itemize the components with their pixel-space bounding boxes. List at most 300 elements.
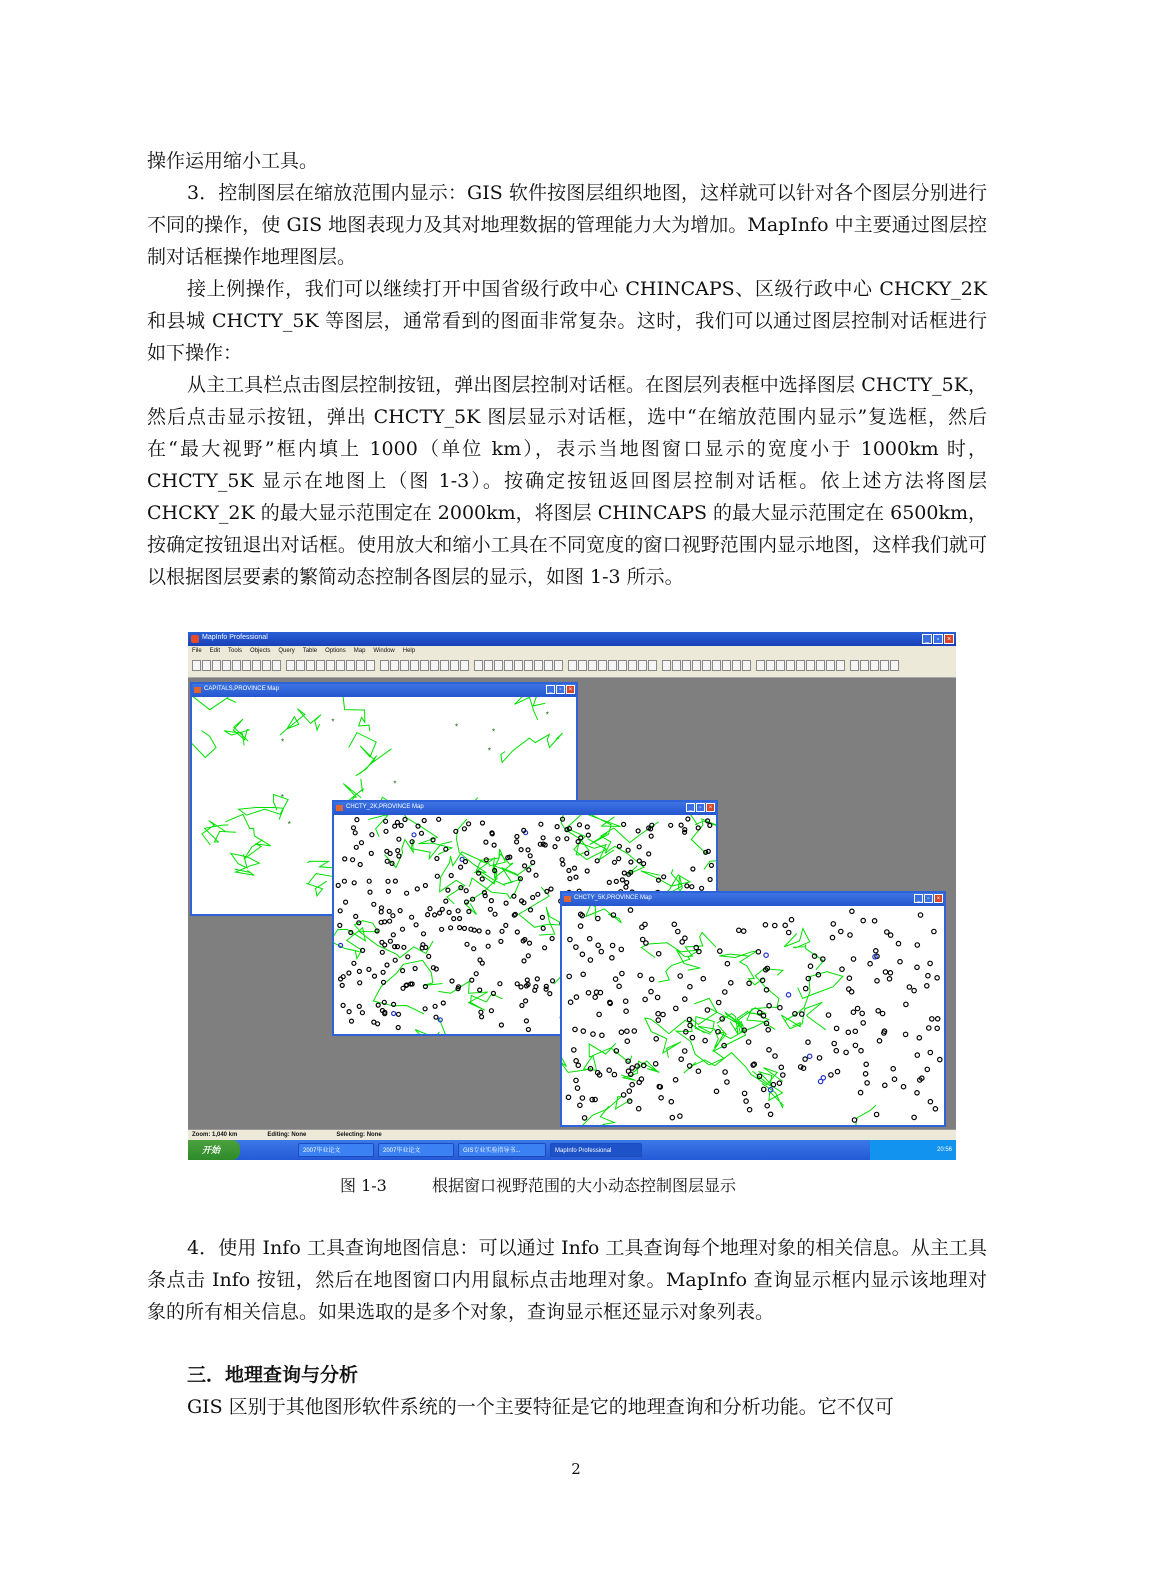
toolbar-button[interactable] (796, 660, 805, 671)
city-point (484, 840, 488, 844)
city-point (358, 981, 362, 985)
city-point (344, 900, 348, 904)
toolbar-button[interactable] (682, 660, 691, 671)
toolbar-button[interactable] (400, 660, 409, 671)
taskbar-item[interactable]: GIS专业实验指导书... (458, 1143, 546, 1157)
city-point (860, 1011, 864, 1015)
toolbar-button[interactable] (628, 660, 637, 671)
city-point (522, 959, 526, 963)
city-point (478, 988, 482, 992)
map-window-chcty-5k[interactable] (560, 891, 946, 1127)
city-point (369, 851, 373, 855)
toolbar-button[interactable] (568, 660, 577, 671)
city-point (499, 939, 503, 943)
city-point (661, 1012, 665, 1016)
toolbar-button[interactable] (618, 660, 627, 671)
toolbar-button[interactable] (252, 660, 261, 671)
city-point (548, 992, 552, 996)
toolbar-button[interactable] (890, 660, 899, 671)
caption-number: 图 1-3 (340, 1176, 387, 1195)
toolbar-button[interactable] (380, 660, 389, 671)
capital-star: * (487, 746, 491, 756)
toolbar-button[interactable] (662, 660, 671, 671)
menu-map[interactable]: Map (353, 648, 366, 654)
city-point (406, 955, 410, 959)
city-point (452, 917, 456, 921)
close-icon[interactable]: × (566, 685, 575, 694)
city-point (444, 847, 448, 851)
close-icon[interactable]: × (944, 634, 954, 644)
toolbar-button[interactable] (608, 660, 617, 671)
text-block-2 (147, 1232, 987, 1328)
city-point (493, 912, 497, 916)
city-point (414, 923, 418, 927)
minimize-icon[interactable]: _ (686, 803, 695, 812)
city-point (778, 1006, 782, 1010)
toolbar-button[interactable] (826, 660, 835, 671)
city-point (512, 913, 516, 917)
city-point (670, 1115, 674, 1119)
city-point (519, 848, 523, 852)
restore-icon[interactable]: ▫ (696, 803, 705, 812)
city-point (773, 1054, 777, 1058)
city-point (783, 923, 787, 927)
city-point (488, 907, 492, 911)
city-point (679, 1057, 683, 1061)
map-icon (194, 687, 201, 693)
city-point (672, 922, 676, 926)
city-point (725, 962, 729, 966)
city-point (381, 970, 385, 974)
toolbar-button[interactable] (202, 660, 211, 671)
province-boundary (280, 709, 321, 735)
map-icon (336, 805, 343, 811)
city-point (351, 858, 355, 862)
toolbar-button[interactable] (484, 660, 493, 671)
city-point (619, 1030, 623, 1034)
toolbar-button[interactable] (742, 660, 751, 671)
city-point (850, 909, 854, 913)
toolbar-button[interactable] (816, 660, 825, 671)
city-point (573, 1027, 577, 1031)
city-point (393, 879, 397, 883)
city-point (380, 906, 384, 910)
toolbar-button[interactable] (286, 660, 295, 671)
status-selecting[interactable]: Selecting: None (336, 1132, 382, 1138)
city-point (462, 827, 466, 831)
city-point (925, 1067, 929, 1071)
city-point (551, 979, 555, 983)
city-point (763, 923, 767, 927)
city-point (858, 1090, 862, 1094)
city-point (336, 883, 340, 887)
city-point (385, 963, 389, 967)
city-point (888, 971, 892, 975)
province-boundary (719, 951, 764, 985)
city-point (458, 926, 462, 930)
city-point (486, 930, 490, 934)
city-point (696, 826, 700, 830)
status-editing[interactable]: Editing: None (267, 1132, 307, 1138)
toolbar-button[interactable] (504, 660, 513, 671)
city-point (480, 877, 484, 881)
city-point (343, 857, 347, 861)
city-point (746, 1040, 750, 1044)
city-point (716, 1030, 720, 1034)
minimize-icon[interactable]: _ (546, 685, 555, 694)
city-point (540, 915, 544, 919)
city-point (386, 879, 390, 883)
city-point (515, 835, 519, 839)
province-boundary (224, 719, 250, 746)
city-point (617, 984, 621, 988)
city-point (708, 823, 712, 827)
city-point (535, 977, 539, 981)
toolbar-button[interactable] (514, 660, 523, 671)
city-point (622, 822, 626, 826)
city-point (834, 1026, 838, 1030)
city-point (708, 878, 712, 882)
city-point (872, 919, 876, 923)
toolbar-button[interactable] (316, 660, 325, 671)
menu-objects[interactable]: Objects (250, 648, 271, 654)
toolbar-button[interactable] (672, 660, 681, 671)
capital-star: * (280, 792, 284, 802)
city-point (449, 926, 453, 930)
city-point (625, 1029, 629, 1033)
city-point (654, 1037, 658, 1041)
city-point (388, 939, 392, 943)
toolbar-button[interactable] (524, 660, 533, 671)
city-point (676, 929, 680, 933)
city-point (433, 913, 437, 917)
city-point (593, 995, 597, 999)
city-point (478, 958, 482, 962)
city-point (435, 857, 439, 861)
toolbar-button[interactable] (722, 660, 731, 671)
menu-table[interactable]: Table (302, 648, 318, 654)
city-point (574, 875, 578, 879)
menu-help[interactable]: Help (402, 648, 416, 654)
city-point (936, 1017, 940, 1021)
city-point (588, 937, 592, 941)
city-point (397, 837, 401, 841)
city-point (428, 907, 432, 911)
city-point (357, 1004, 361, 1008)
city-point (560, 858, 564, 862)
toolbar-button[interactable] (836, 660, 845, 671)
city-point (526, 848, 530, 852)
mapinfo-icon (191, 635, 199, 643)
toolbar-button[interactable] (440, 660, 449, 671)
city-point (883, 970, 887, 974)
toolbar-button[interactable] (494, 660, 503, 671)
map-window-title: CHCTY_2K,PROVINCE Map (346, 804, 424, 810)
city-point (656, 1018, 660, 1022)
toolbar-button[interactable] (756, 660, 765, 671)
toolbar-button[interactable] (544, 660, 553, 671)
toolbar-button[interactable] (702, 660, 711, 671)
city-point (938, 1057, 942, 1061)
city-point (524, 999, 528, 1003)
city-point (835, 1069, 839, 1073)
toolbar-button[interactable] (242, 660, 251, 671)
toolbar-button[interactable] (192, 660, 201, 671)
city-point (372, 902, 376, 906)
city-point (352, 826, 356, 830)
city-point (489, 1009, 493, 1013)
city-point (925, 984, 929, 988)
toolbar-button[interactable] (712, 660, 721, 671)
paragraph-steps: 从主工具栏点击图层控制按钮，弹出图层控制对话框。在图层列表框中选择图层 CHCTY_5K，然后点击显示按钮，弹出 CHCTY_5K 图层显示对话框，选中“在缩放范围内显示”复选框，然后在“最大视野”框内填上 1000（单位 km），表示当地图窗口显示的宽度小于 1000km 时，CHCTY_5K 显示在地图上（图 1-3）。按确定按钮返回图层控制对话框。依上述方法将图层 CHCKY_2K 的最大显示范围定在 2000km，将图层 CHINCAPS 的最大显示范围定在 6500km，按确定按钮退出对话框。使用放大和缩小工具在不同宽度的窗口视野范围内显示地图，这样我们就可以根据图层要素的繁简动态控制各图层的显示，如图 1-3 所示。 (147, 374, 987, 588)
toolbar-button[interactable] (212, 660, 221, 671)
province-boundary (589, 1106, 614, 1125)
minimize-icon[interactable]: _ (922, 634, 932, 644)
city-point (342, 879, 346, 883)
city-point (674, 1006, 678, 1010)
city-point (625, 1039, 629, 1043)
city-point (499, 1023, 503, 1027)
toolbar-button[interactable] (356, 660, 365, 671)
city-point (481, 821, 485, 825)
toolbar-button[interactable] (222, 660, 231, 671)
city-point (781, 1073, 785, 1077)
city-point (624, 999, 628, 1003)
toolbar-button[interactable] (598, 660, 607, 671)
city-point (737, 928, 741, 932)
city-point (649, 834, 653, 838)
menu-file[interactable]: File (192, 648, 202, 654)
city-point (574, 995, 578, 999)
city-point (585, 851, 589, 855)
city-point (539, 822, 543, 826)
start-button[interactable]: 开始 (188, 1140, 240, 1160)
city-point (446, 888, 450, 892)
menu-query[interactable]: Query (278, 648, 295, 654)
toolbar-button[interactable] (430, 660, 439, 671)
city-point (561, 862, 565, 866)
province-boundary (567, 815, 621, 845)
city-point (574, 1059, 578, 1063)
city-point (387, 909, 391, 913)
city-point (876, 1009, 880, 1013)
toolbar-button[interactable] (306, 660, 315, 671)
city-point (395, 820, 399, 824)
city-point (659, 1096, 663, 1100)
toolbar-button[interactable] (534, 660, 543, 671)
city-point (620, 878, 624, 882)
toolbar-button[interactable] (880, 660, 889, 671)
toolbar-button[interactable] (786, 660, 795, 671)
city-point (767, 1048, 771, 1052)
city-point (500, 929, 504, 933)
city-point (595, 859, 599, 863)
city-point (848, 933, 852, 937)
city-point (341, 1003, 345, 1007)
restore-icon[interactable]: ▫ (556, 685, 565, 694)
city-point (613, 977, 617, 981)
city-point (440, 907, 444, 911)
city-point (566, 1095, 570, 1099)
menu-options[interactable]: Options (325, 648, 346, 654)
toolbar-button[interactable] (806, 660, 815, 671)
city-point (581, 1029, 585, 1033)
city-point (718, 949, 722, 953)
city-point (529, 908, 533, 912)
taskbar-item[interactable]: 2007毕业论文 (298, 1143, 374, 1157)
city-point (358, 863, 362, 867)
city-point (565, 837, 569, 841)
city-point (553, 845, 557, 849)
province-boundary (385, 840, 452, 868)
menu-tools[interactable]: Tools (228, 648, 243, 654)
toolbar-button[interactable] (262, 660, 271, 671)
city-point (347, 1010, 351, 1014)
toolbar-button[interactable] (390, 660, 399, 671)
toolbar-button[interactable] (420, 660, 429, 671)
city-point (657, 952, 661, 956)
city-point (632, 1029, 636, 1033)
capital-star: * (287, 819, 291, 829)
city-point (647, 852, 651, 856)
city-point (531, 861, 535, 865)
taskbar-item-active[interactable]: MapInfo Professional (550, 1143, 642, 1157)
toolbar-button[interactable] (870, 660, 879, 671)
city-point (586, 833, 590, 837)
city-point (831, 922, 835, 926)
city-point (449, 874, 453, 878)
city-point (383, 943, 387, 947)
city-point (588, 958, 592, 962)
toolbar-button[interactable] (850, 660, 859, 671)
city-point (391, 933, 395, 937)
toolbar-button[interactable] (648, 660, 657, 671)
city-point (613, 860, 617, 864)
city-point (410, 915, 414, 919)
city-point (637, 845, 641, 849)
city-point (868, 962, 872, 966)
city-point (704, 850, 708, 854)
city-point (635, 1064, 639, 1068)
toolbar-button[interactable] (366, 660, 375, 671)
toolbar-button[interactable] (474, 660, 483, 671)
city-point (401, 927, 405, 931)
city-point (504, 923, 508, 927)
city-point (832, 1041, 836, 1045)
city-point (625, 881, 629, 885)
toolbar-button[interactable] (578, 660, 587, 671)
city-point (528, 941, 532, 945)
city-point (579, 836, 583, 840)
city-point (742, 1091, 746, 1095)
city-point (907, 985, 911, 989)
province-boundary (641, 943, 699, 982)
city-point (861, 918, 865, 922)
city-point (401, 969, 405, 973)
toolbar-button[interactable] (410, 660, 419, 671)
city-point (915, 1091, 919, 1095)
menu-window[interactable]: Window (373, 648, 395, 654)
toolbar-button[interactable] (692, 660, 701, 671)
city-point (486, 944, 490, 948)
toolbar-button[interactable] (272, 660, 281, 671)
map-canvas (562, 906, 944, 1125)
city-point (723, 1070, 727, 1074)
city-point (892, 1077, 896, 1081)
city-point (830, 935, 834, 939)
city-point (580, 1096, 584, 1100)
close-icon[interactable]: × (934, 894, 943, 903)
city-point (515, 982, 519, 986)
toolbar-button[interactable] (336, 660, 345, 671)
city-point (747, 981, 751, 985)
city-point (354, 914, 358, 918)
mapinfo-screenshot (188, 632, 956, 1160)
city-point (526, 1028, 530, 1032)
map-icon (564, 896, 571, 902)
toolbar-button[interactable] (326, 660, 335, 671)
city-point (875, 979, 879, 983)
city-point (347, 971, 351, 975)
status-zoom: Zoom: 1,040 km (192, 1132, 238, 1138)
toolbar-button[interactable] (776, 660, 785, 671)
toolbar-button[interactable] (450, 660, 459, 671)
city-point (915, 943, 919, 947)
city-point (657, 878, 661, 882)
page-number: 2 (571, 1460, 581, 1478)
toolbar-button[interactable] (554, 660, 563, 671)
toolbar-button[interactable] (460, 660, 469, 671)
city-point (637, 859, 641, 863)
city-point (846, 1030, 850, 1034)
toolbar-button[interactable] (638, 660, 647, 671)
city-point (459, 865, 463, 869)
taskbar-item[interactable]: 2007毕业论文 (378, 1143, 454, 1157)
restore-icon[interactable]: ▫ (933, 634, 943, 644)
minimize-icon[interactable]: _ (914, 894, 923, 903)
city-point (928, 961, 932, 965)
city-point (829, 1073, 833, 1077)
toolbar-button[interactable] (588, 660, 597, 671)
toolbar-button[interactable] (296, 660, 305, 671)
city-point (578, 924, 582, 928)
toolbar-button[interactable] (232, 660, 241, 671)
toolbar-button[interactable] (346, 660, 355, 671)
city-point (379, 910, 383, 914)
city-point (705, 1008, 709, 1012)
city-point (874, 1112, 878, 1116)
toolbar-button[interactable] (732, 660, 741, 671)
city-point (437, 817, 441, 821)
city-point (877, 1039, 881, 1043)
toolbar-button[interactable] (766, 660, 775, 671)
city-point (555, 825, 559, 829)
city-point (549, 887, 553, 891)
province-boundary (329, 697, 370, 731)
city-point (544, 984, 548, 988)
close-icon[interactable]: × (706, 803, 715, 812)
city-point (543, 946, 547, 950)
city-point (541, 836, 545, 840)
menu-edit[interactable]: Edit (209, 648, 221, 654)
city-point (477, 929, 481, 933)
province-boundary (501, 733, 563, 762)
toolbar (188, 656, 956, 678)
restore-icon[interactable]: ▫ (924, 894, 933, 903)
city-point (600, 1033, 604, 1037)
city-point (806, 976, 810, 980)
toolbar-button[interactable] (860, 660, 869, 671)
